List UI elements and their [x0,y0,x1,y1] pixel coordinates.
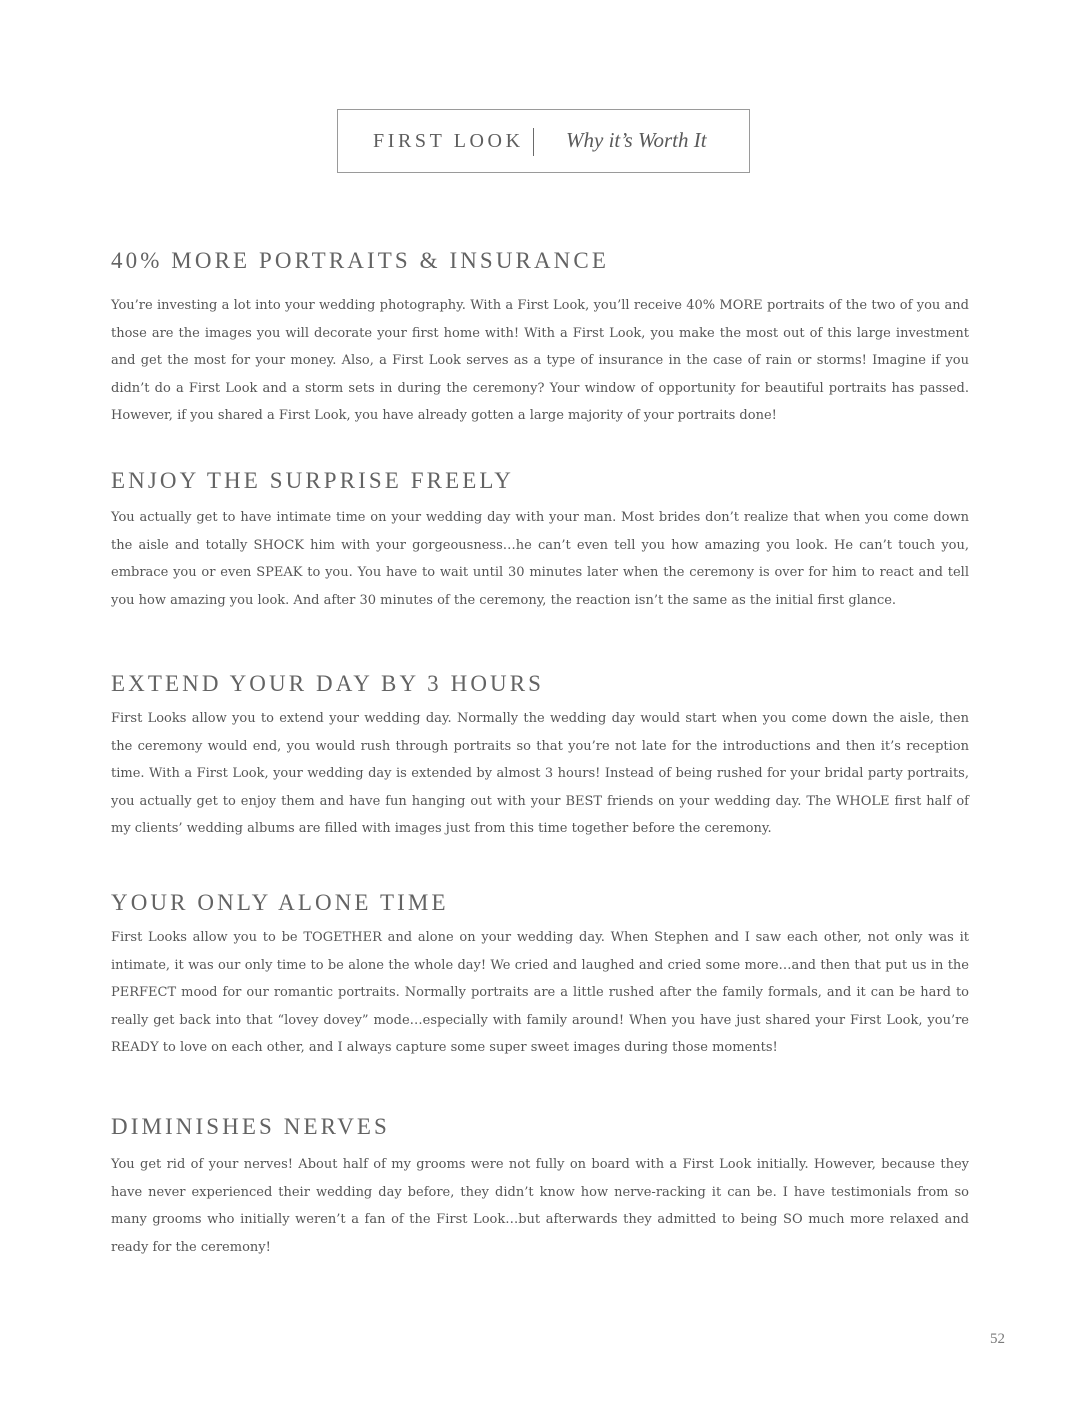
page-number: 52 [990,1331,1005,1347]
section-heading: DIMINISHES NERVES [111,1114,390,1139]
section-alone-time [111,888,969,1062]
page-subtitle: Why it’s Worth It [566,128,707,152]
section-body: First Looks allow you to be TOGETHER and alone on your wedding day. When Stephen and I saw each other, not only was it intimate, it was our only time to be alone the whole day! We cried and laughed and cried some more…and then that put us in the PERFECT mood for our romantic portraits. Normally portraits are a little rushed after the family formals, and it can be hard to really get back into that “lovey dovey” mode…especially with family around! When you have just shared your First Look, you’re READY to love on each other, and I always capture some super sweet images during those moments! [111,930,969,1055]
section-heading: ENJOY THE SURPRISE FREELY [111,468,514,493]
section-more-portraits [111,246,969,430]
title-box [337,109,750,173]
section-heading: 40% MORE PORTRAITS & INSURANCE [111,248,609,273]
section-heading: YOUR ONLY ALONE TIME [111,890,449,915]
section-extend-day [111,669,969,843]
section-body: You’re investing a lot into your wedding photography. With a First Look, you’ll receive 40% MORE portraits of the two of you and those are the images you will decorate your first home with! With a First Look, you make the most out of this large investment and get the most for your money. Also, a First Look serves as a type of insurance in the case of rain or storms! Imagine if you didn’t do a First Look and a storm sets in during the ceremony? Your window of opportunity for beautiful portraits has passed. However, if you shared a First Look, you have already gotten a large majority of your portraits done! [111,298,969,423]
title-divider [533,128,534,156]
section-enjoy-surprise [111,466,969,614]
section-body: You actually get to have intimate time on your wedding day with your man. Most brides don’t realize that when you come down the aisle and totally SHOCK him with your gorgeousness…he can’t even tell you how amazing you look. He can’t touch you, embrace you or even SPEAK to you. You have to wait until 30 minutes later when the ceremony is over for him to react and tell you how amazing you look. And after 30 minutes of the ceremony, the reaction isn’t the same as the initial first glance. [111,510,969,608]
page-title: FIRST LOOK [373,130,524,152]
section-diminishes-nerves [111,1112,969,1261]
section-body: You get rid of your nerves! About half of my grooms were not fully on board with a First Look initially. However, because they have never experienced their wedding day before, they didn’t know how nerve-racking it can be. I have testimonials from so many grooms who initially weren’t a fan of the First Look…but afterwards they admitted to being SO much more relaxed and ready for the ceremony! [111,1157,969,1255]
section-body: First Looks allow you to extend your wedding day. Normally the wedding day would start when you come down the aisle, then the ceremony would end, you would rush through portraits so that you’re not late for the introductions and then it’s reception time. With a First Look, your wedding day is extended by almost 3 hours! Instead of being rushed for your bridal party portraits, you actually get to enjoy them and have fun hanging out with your BEST friends on your wedding day. The WHOLE first half of my clients’ wedding albums are filled with images just from this time together before the ceremony. [111,711,969,836]
section-heading: EXTEND YOUR DAY BY 3 HOURS [111,671,545,696]
